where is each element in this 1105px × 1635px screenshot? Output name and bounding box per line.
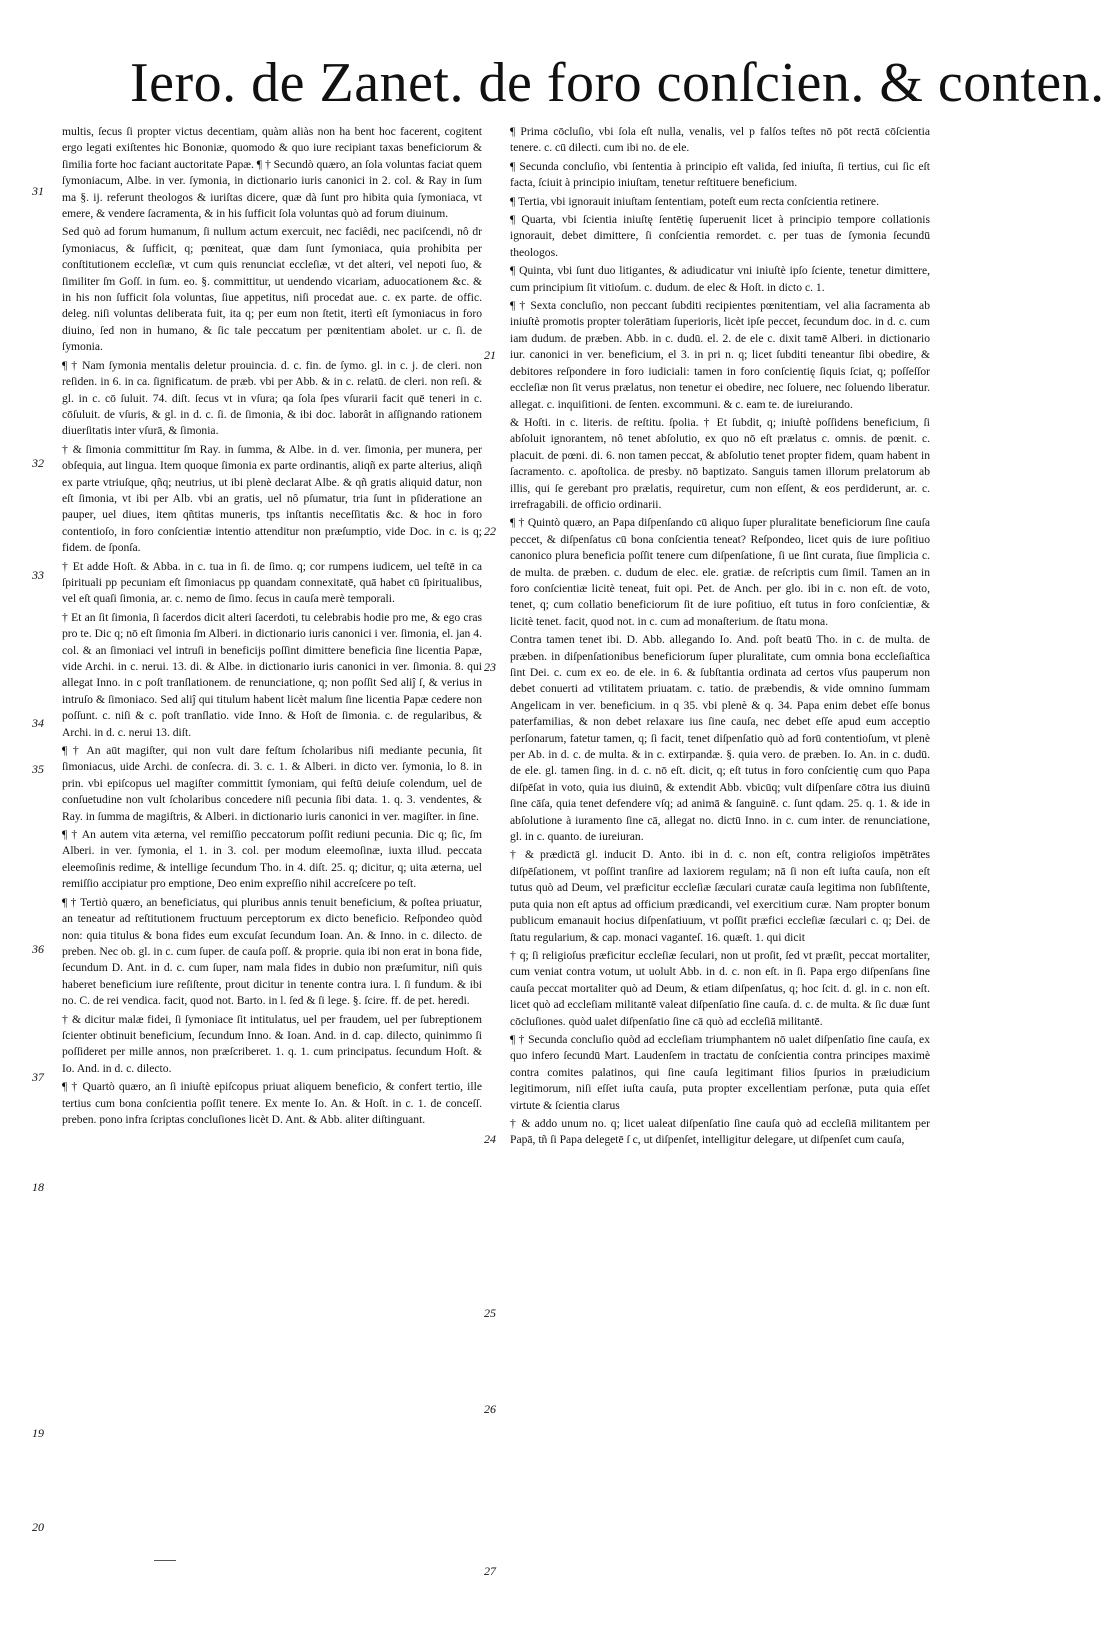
margin-number: 33 <box>32 568 44 582</box>
margin-number: 27 <box>484 1564 496 1578</box>
paragraph: † Et adde Hoſt. & Abba. in c. tua in ſi. de ſimo. q; cor rumpens iudicem, uel teſtē in ca ſpirituali pp pecuniam eſt ſimoniacus pp quandam connexitatē, quā habet cū ſpiritualibus, vel eſt quaſi ſimonia, ar. c. nemo de ſimo. ſecus in cauſa merè temporali. <box>62 559 482 606</box>
paragraph: multis, ſecus ſi propter victus decentiam, quàm aliàs non ha bent hoc facerent, cogitent ergo legati exiſtentes hic Bononiæ, quomodo & quo iure recipiant taxas beneficiorum & ſimilia forte hoc faciant auctoritate Papæ. ¶ † Secundò quæro, an ſola voluntas faciat quem ſymoniacum, Albe. in ver. ſymonia, in dictionario iuris canonici in 2. col. & Ray in ſum ma §. ij. referunt theologos & iuriſtas dicere, quæ dà ſunt pro hibita quia ſymoniaca, vt emere, & vendere ſacramenta, & in his ſufficit ſola voluntas quò ad forum diuinum. <box>62 125 482 221</box>
margin-number: 18 <box>32 1180 44 1194</box>
paragraph: Contra tamen tenet ibi. D. Abb. allegando Io. And. poſt beatū Tho. in c. de multa. de præben. in diſpenſationibus beneficiorum ſuper pluralitate, cum omnia bona eccleſiaſtica ſint Dei. c. cum ex eo. de ele. in 6. & ſubſtantia ordinata ad certos vſus pauperum non debet conuerti ad vtilitatem priuatam. c. tatio. de præbendis, & vide omnino ſummam Angelicam in ver. beneficium. in q 35. vbi plenè & q. 34. Papa enim debet eſſe bonus paterfamilias, & non debet relaxare ius ſine cauſa, nec debet eſſe apud eum acceptio perſonarum, fatetur tamen, q; ſi facit, tenet diſpenſatio quò ad forū contentioſum, vt plenè per Ab. in d. c. de multa. & in c. extirpandæ. §. quia vero. de præben. Io. An. in c. dudū. de ele. gl. tamen ſing. in d. c. nō eſt. dicit, q; eſt tutus in foro conſcientię cum quo Papa diſpēſat in voto, quia ius diuinū, & extendit Abb. vbicūq; vult diſpenſare cōtra ius diuinū ſine cāſa, quia tenet defendere vſq; ad animā & ſanguinē. c. ſunt qdam. 25. q. 1. & ide in abſolutione à iuramento ſine cā, allegat no. dictū Inno. in c. cum inter. de renunciatione, gl. in c. quanto. de iureiuran. <box>510 633 930 844</box>
margin-number: 23 <box>484 660 496 674</box>
paragraph: † Et an ſit ſimonia, ſi ſacerdos dicit alteri ſacerdoti, tu celebrabis hodie pro me, & ego cras pro te. Dic q; nō eſt ſimonia ſm Alberi. in dictionario iuris canonici i ver. ſimonia, el. jan 4. col. & an ſimoniaci vel intruſi in beneficijs poſſint dimittere beneficia ſine licentia Papæ, vide Archi. in c. nerui. 13. di. & Albe. in dictionario iuris canonici in ver. ſimonia. 8. qui allegat Inno. in c poſt tranſlationem. de renunciatione, q; non poſſit Sed aliĵ ſ, & verius in intruſo & ſimoniaco. Sed aliĵ qui titulum habent licèt malum ſine licentia Papæ cedere non poſſunt. c. niſi & c. poſt tranſlatio. vide Inno. & Hoſt de ſimonia. c. de regularibus, & Archi. in d. c. nerui 13. diſt. <box>62 610 482 739</box>
paragraph: † & dicitur malæ fidei, ſi ſymoniace ſit intitulatus, uel per fraudem, uel per ſubreptionem ſcienter obtinuit beneficium, ſecundum Inno. & Ioan. And. in d. cap. dilecto, quinimmo ſi poſſideret per mille annos, non præſcriberet. 1. q. 1. cum principatus. ſecundum Hoſt. & Io. And. in d. c. dilecto. <box>62 1012 482 1075</box>
margin-number: 35 <box>32 762 44 776</box>
margin-number: 22 <box>484 524 496 538</box>
margin-number: 31 <box>32 184 44 198</box>
paragraph: ¶ Tertia, vbi ignorauit iniuſtam ſententiam, poteſt eum recta conſcientia retinere. <box>510 194 879 208</box>
paragraph: ¶ † Quintò quæro, an Papa diſpenſando cū aliquo ſuper pluralitate beneficiorum ſine cauſa peccet, & diſpenſatus cū bona conſcientia teneat? Reſpondeo, licet quis de iure poſitiuo canonico plura beneficia poſſit tenere cum diſpenſatione, ſi ue ſint curata, ſiue ſimplicia c. de multa. de præben. c. dudum de elec. ele. gratiæ. de reſcriptis cum ſimil. Tamen an in foro conſcientiæ licitè teneat, fuit opi. Pet. de Anch. per glo. ibi in c. non eſt. de voto, tenet, q; cum collatio beneficiorum ſit de iure poſitiuo, eſt tutus in foro conſcientiæ, & licitè tenet. facit, quod not. in c. cum ad monaſterium. de ſtatu mona. <box>510 516 930 628</box>
paragraph: † & addo unum no. q; licet ualeat diſpenſatio ſine cauſa quò ad eccleſiā militantem per Papā, tñ ſi Papa delegetē ſ c, ut diſpenſet, intelligitur delegare, ut diſpenſet cum cauſa, <box>510 1116 930 1147</box>
bottom-rule-mark <box>154 1560 176 1561</box>
paragraph: ¶ † Sexta concluſio, non peccant ſubditi recipientes pœnitentiam, vel alia ſacramenta ab iniuſtè promotis propter tolerātiam ſuperioris, licèt ipſe peccet, ſecundum doc. in d. c. cum iam dudum. de præben. Abb. in c. dudū. el. 2. de ele c. dixit tamē Alberi. in dictionario iur. canonici in ver. beneficium, el 3. in pri n. q; licet ſubditi teneantur ſibi obedire, & debitores reſpondere in foro iudiciali: tamen in foro conſcientię ſiquis ſciat, q; poſſeſſor eccleſiæ non ſit verus prælatus, non tenetur ei obedire, nec ſoluere, nec ſoluendo liberatur. allegat. c. inquiſitioni. de ſenten. excommuni. & c. eam te. de iureiurando. <box>510 299 930 411</box>
paragraph: ¶ † Nam ſymonia mentalis deletur prouincia. d. c. fin. de ſymo. gl. in c. j. de cleri. non reſiden. in 6. in ca. ſignificatum. de præb. vbi per Abb. & in c. relatū. de cleri. non reſi. & gl. in c. cō ſuluit. 74. diſt. ſecus vt in vſura; qa ſola ſpes vſurarii facit quē teneri in c. cōſuluit. de vſuris, & gl. in d. c. ſi. de ſimonia, & ibi doc. laborât in aſſignando rationem diuerſitatis inter vſurā, & ſimonia. <box>62 358 482 438</box>
paragraph: ¶ † An autem vita æterna, vel remiſſio peccatorum poſſit rediuni pecunia. Dic q; ſic, ſm Alberi. in ver. ſymonia, el 1. in 3. col. per modum eleemoſinæ, iuxta illud. peccata eleemoſinis redime, & intellige ſecundum Tho. in 4. diſt. 25. q; dicitur, q; uita æterna, uel remiſſio accipiatur pro emptione, Deo enim expreſſio nihil accreſcere po teſt. <box>62 828 482 891</box>
paragraph: ¶ † Secunda concluſio quòd ad eccleſiam triumphantem nō ualet diſpenſatio ſine cauſa, ex quo infero ſecundū Mart. Laudenſem in tractatu de conſcientia contra principes maximè contra comites palatinos, qui ſine cauſa legitimant filios ſpurios in præiudicium legitimorum, niſi eſſet iuſta cauſa, puta propter excellentiam perſonæ, puta quia eſſet virtute & ſcientia clarus <box>510 1032 930 1112</box>
paragraph: ¶ Quarta, vbi ſcientia iniuſtę ſentētię ſuperuenit licet à principio tempore collationis ignorauit, debet dimittere, ſi conſcientia remordet. c. per tuas de ſymonia ſecundū theologos. <box>510 213 930 259</box>
margin-number: 26 <box>484 1402 496 1416</box>
paragraph: Sed quò ad forum humanum, ſi nullum actum exercuit, nec faciêdi, nec paciſcendi, nô dr ſymoniacus, & ſufficit, q; pœniteat, quæ dam ſunt ſymoniaca, quia prohibita per conſtitutionem eccleſiæ, vt cum quis renunciat eccleſiæ, vt det alteri, vel nepoti ſuo, & ſimiliter ſm Goſſ. in ſum. eo. §. committitur, ut uendendo vicariam, aduocationem &c. & in his non ſufficit ſola voluntas, ſiue appetitus, niſi procedat aue. c. ex parte. de offic. deleg. niſi voluntas deliberata fuit, ita q; per eum non ſtetit, itertì eſt ſymoniacus in foro diuino, ſed non in humano, & ſic tale peccatum per pœnitentiam abolet. ur c. ſi. de ſymonia. <box>62 225 482 354</box>
paragraph: † q; ſi religioſus præficitur eccleſiæ ſeculari, non ut proſit, ſed vt præſit, peccat mortaliter, cum veniat contra votum, ut uolult Abb. in d. c. non eſt. in ſi. Papa ergo diſpenſans ſine cauſa peccat mortaliter quò ad Deum, & etiam diſpenſatus, q; hoc ſcit. d. gl. in c. non eſt. licet quò ad eccleſiam militantē valeat diſpenſatio ſine cauſa. d. c. de multa. & ſic duæ ſunt cōcluſiones. quòd ualet diſpenſatio ſine cā quò ad eccleſiā militantē. <box>510 948 930 1028</box>
paragraph: ¶ † An aūt magiſter, qui non vult dare feſtum ſcholaribus niſi mediante pecunia, ſit ſimoniacus, uide Archi. de conſecra. di. 3. c. 1. & Alberi. in dicto ver. ſymonia, lo 8. in prin. vbi epiſcopus uel magiſter committit ſymoniam, qui feſtū deiuſe colendum, uel de conſuetudine non vult ſcholaribus concedere niſi pecunia ſibi data. 1. q. 3. vendentes, & Ray. in ſumma de magiſtris, & Alberi. in dictionario iuris canonici in ver. magiſter. in ſine. <box>62 744 482 823</box>
paragraph: & Hoſti. in c. literis. de reſtitu. ſpolia. † Et ſubdit, q; iniuſtè poſſidens beneficium, ſi abſoluit ignorantem, nô tenet abſolutio, ex quo nō eſt prælatus c. omnis. de pœnit. c. placuit. de pœni. di. 6. non tamen peccat, & abſolutio tenet propter fidem, quam habent in ſacramento. c. apoſtolica. de presby. nō baptizato. Sanguis tamen illorum prelatorum ab illis, qui ſe gerebant pro prælatis, requiretur, cum non eſſent, & eos perdiderunt, ar. c. irrefragabili. de officio ordinarii. <box>510 415 930 511</box>
margin-number: 19 <box>32 1426 44 1440</box>
running-head: Iero. de Zanet. de foro conſcien. & conten. <box>130 52 1105 114</box>
margin-number: 21 <box>484 348 496 362</box>
margin-number: 32 <box>32 456 44 470</box>
paragraph: † & prædictā gl. inducit D. Anto. ibi in d. c. non eſt, contra religioſos impētrātes diſpēſationem, vt poſſint tranſire ad laxiorem regulam; nā ſi non eſt iuſta cauſa, non eſt tutus quò ad Deum, vel præficitur eccleſiæ ſæculari curatæ cauſa legitima non ſubſiſtente, puta quia non eſt aptus ad officium prædicandi, vel exercitium curæ. Nam propter bonum publicum emanauit hocius diſpenſatiuum, vt poſſit præfici eccleſiæ ſæculari c. q; Dei. de ſtatu regularium, & cap. monaci vaganteſ. 16. quæſt. 1. qui dicit <box>510 848 930 944</box>
margin-number: 37 <box>32 1070 44 1084</box>
paragraph: ¶ Prima cōcluſio, vbi ſola eſt nulla, venalis, vel p falſos teſtes nō pōt rectā cōſcientia tenere. c. cū dilecti. cum ibi no. de ele. <box>510 125 930 155</box>
right-text-column <box>510 124 930 1604</box>
margin-number: 34 <box>32 716 44 730</box>
left-text-column <box>62 124 482 1604</box>
paragraph: † & ſimonia committitur ſm Ray. in ſumma, & Albe. in d. ver. ſimonia, per munera, per obſequia, aut lingua. Item quoque ſimonia ex parte ordinantis, aliqñ ex parte alterius, aliqñ ex parte vtriuſque, qñq; neutrius, ut ibi plenè declarat Albe. & qñ gratis aliquid datur, non eſt ſimonia, vt ibi per Alb. vbi an gratis, uel nô pſumatur, tria ſunt in pſideratione an pauper, uel diues, item qñtitas muneris, tps inſtantis neceſſitatis &c. & hoc in foro contentioſo, in foro conſcientiæ intentio attenditur non præſumptio, vide Doc. in c. is q; fidem. de ſponſa. <box>62 442 482 555</box>
margin-number: 25 <box>484 1306 496 1320</box>
margin-number: 20 <box>32 1520 44 1534</box>
margin-number: 36 <box>32 942 44 956</box>
margin-number: 24 <box>484 1132 496 1146</box>
paragraph: ¶ † Quartò quæro, an ſi iniuſtè epiſcopus priuat aliquem beneficio, & confert tertio, ille tertius cum bona conſcientia poſſit tenere. Ex mente Io. An. & Hoſt. in c. 1. de conceſſ. preben. pono infra ſcriptas concluſiones licèt D. Ant. & Abb. aliter diſtinguant. <box>62 1080 482 1126</box>
paragraph: ¶ Secunda concluſio, vbi ſententia à principio eſt valida, ſed iniuſta, ſi tertius, cui ſic eſt facta, ſciuit à principio iniuſtam, tenetur reſtituere beneficium. <box>510 159 930 190</box>
paragraph: ¶ Quinta, vbi ſunt duo litigantes, & adiudicatur vni iniuſtè ipſo ſciente, tenetur dimittere, cum principium ſit vitioſum. c. dudum. de elec & Hoſt. in dicto c. 1. <box>510 264 930 294</box>
paragraph: ¶ † Tertiò quæro, an beneficiatus, qui pluribus annis tenuit beneficium, & poſtea priuatur, an teneatur ad reſtitutionem fructuum perceptorum ex dicto beneficio. Reſpondeo quòd non: quia titulus & bona fides eum excuſat ſecundum Ioan. An. & Inno. in c. dilecto. de preben. Nec ob. gl. in c. cum ſuper. de cauſa poſſ. & proprie. quia ibi non erat in bona fide, ſecundum D. Ant. in d. c. cum ſuper, nam mala fides in dubio non præſumitur, niſi quis haberet beneficium iure reſiſtente, prout dicitur in tenente contra iura. l. ſi fundum. & ibi no. C. de rei vendica. facit, quod not. Barto. in l. ſed & ſi lege. §. ſcire. ff. de pet. heredi. <box>62 895 482 1008</box>
